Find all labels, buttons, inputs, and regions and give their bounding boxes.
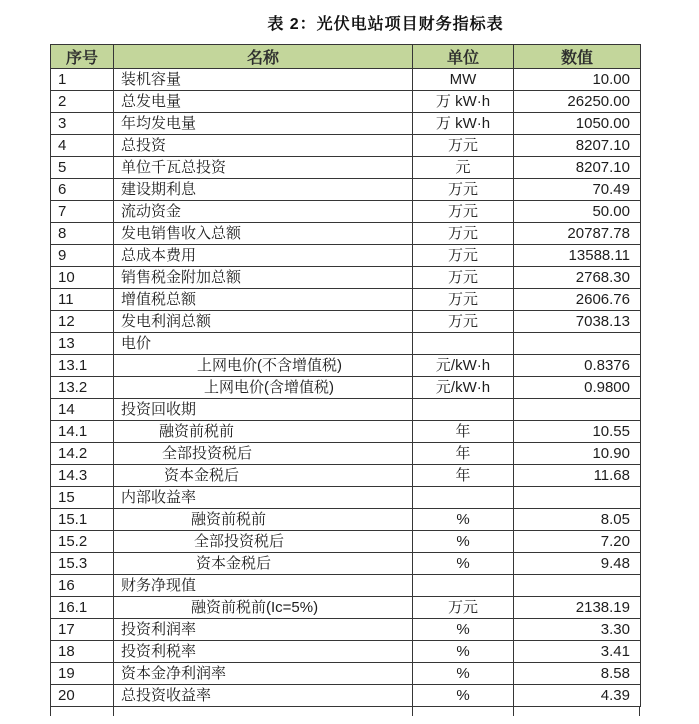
row-unit-cell: 年 xyxy=(413,443,514,465)
row-name-cell: 资本金净利润率 xyxy=(114,663,413,685)
row-value-cell: 2606.76 xyxy=(514,289,641,311)
row-no-cell: 2 xyxy=(51,91,114,113)
row-no-cell: 7 xyxy=(51,201,114,223)
row-name-cell: 流动资金 xyxy=(114,201,413,223)
row-name-cell: 上网电价(含增值税) xyxy=(114,377,413,399)
row-value-cell: 7.20 xyxy=(514,531,641,553)
row-name-cell: 总发电量 xyxy=(114,91,413,113)
row-unit-cell: % xyxy=(413,685,514,707)
table-row xyxy=(51,91,641,113)
row-value-cell xyxy=(514,575,641,597)
row-unit-cell: 万元 xyxy=(413,179,514,201)
row-name-cell: 全部投资税后 xyxy=(114,443,413,465)
row-value-cell: 8207.10 xyxy=(514,157,641,179)
row-no-cell: 15.1 xyxy=(51,509,114,531)
table-row xyxy=(51,553,641,575)
row-unit-cell: 万元 xyxy=(413,245,514,267)
table-row xyxy=(51,223,641,245)
row-value-cell: 7038.13 xyxy=(514,311,641,333)
table-row xyxy=(51,399,641,421)
row-unit-cell xyxy=(413,333,514,355)
table-row xyxy=(51,377,641,399)
row-no-cell: 13.1 xyxy=(51,355,114,377)
row-unit-cell: % xyxy=(413,531,514,553)
row-no-cell: 12 xyxy=(51,311,114,333)
row-no-cell: 17 xyxy=(51,619,114,641)
row-no-cell: 16 xyxy=(51,575,114,597)
row-name-cell: 发电销售收入总额 xyxy=(114,223,413,245)
row-name-cell: 总投资收益率 xyxy=(114,685,413,707)
row-value-cell: 20787.78 xyxy=(514,223,641,245)
row-no-cell: 13 xyxy=(51,333,114,355)
row-no-cell: 14 xyxy=(51,399,114,421)
row-unit-cell: % xyxy=(413,641,514,663)
row-name-cell: 装机容量 xyxy=(114,69,413,91)
row-value-cell: 10.00 xyxy=(514,69,641,91)
table-row xyxy=(51,487,641,509)
row-unit-cell: % xyxy=(413,619,514,641)
row-value-cell: 2768.30 xyxy=(514,267,641,289)
row-unit-cell: 年 xyxy=(413,465,514,487)
header-value: 数值 xyxy=(514,45,641,69)
table-body xyxy=(51,69,641,707)
row-no-cell: 8 xyxy=(51,223,114,245)
table-gridline-stub xyxy=(113,707,114,716)
table-row xyxy=(51,157,641,179)
row-name-cell: 投资利税率 xyxy=(114,641,413,663)
row-unit-cell: 万元 xyxy=(413,223,514,245)
row-unit-cell: 万元 xyxy=(413,135,514,157)
table-row xyxy=(51,267,641,289)
row-value-cell xyxy=(514,333,641,355)
row-name-cell: 销售税金附加总额 xyxy=(114,267,413,289)
row-unit-cell: 万元 xyxy=(413,311,514,333)
row-value-cell: 11.68 xyxy=(514,465,641,487)
row-name-cell: 总成本费用 xyxy=(114,245,413,267)
row-unit-cell: 元/kW·h xyxy=(413,377,514,399)
row-unit-cell xyxy=(413,487,514,509)
row-name-cell: 融资前税前 xyxy=(114,421,413,443)
row-no-cell: 5 xyxy=(51,157,114,179)
row-name-cell: 电价 xyxy=(114,333,413,355)
row-name-cell: 全部投资税后 xyxy=(114,531,413,553)
table-row xyxy=(51,69,641,91)
row-name-cell: 年均发电量 xyxy=(114,113,413,135)
row-name-cell: 资本金税后 xyxy=(114,553,413,575)
table-gridline-stub xyxy=(412,707,413,716)
row-name-cell: 发电利润总额 xyxy=(114,311,413,333)
row-name-cell: 单位千瓦总投资 xyxy=(114,157,413,179)
row-no-cell: 14.2 xyxy=(51,443,114,465)
row-unit-cell: 万元 xyxy=(413,289,514,311)
row-no-cell: 15.3 xyxy=(51,553,114,575)
table-row xyxy=(51,531,641,553)
row-value-cell: 8.05 xyxy=(514,509,641,531)
row-unit-cell: 万元 xyxy=(413,267,514,289)
row-no-cell: 15.2 xyxy=(51,531,114,553)
row-unit-cell: % xyxy=(413,553,514,575)
row-no-cell: 19 xyxy=(51,663,114,685)
table-row xyxy=(51,245,641,267)
row-no-cell: 3 xyxy=(51,113,114,135)
table-row xyxy=(51,201,641,223)
table-row xyxy=(51,333,641,355)
table-row xyxy=(51,355,641,377)
row-unit-cell: % xyxy=(413,509,514,531)
clipped-next-row xyxy=(50,707,640,716)
row-no-cell: 1 xyxy=(51,69,114,91)
row-value-cell: 26250.00 xyxy=(514,91,641,113)
table-row xyxy=(51,509,641,531)
table-gridline-stub xyxy=(50,707,51,716)
row-unit-cell: 万 kW·h xyxy=(413,113,514,135)
table-row xyxy=(51,663,641,685)
row-no-cell: 6 xyxy=(51,179,114,201)
financial-indicators-table xyxy=(50,44,641,707)
row-name-cell: 资本金税后 xyxy=(114,465,413,487)
row-no-cell: 4 xyxy=(51,135,114,157)
table-row xyxy=(51,641,641,663)
row-value-cell: 3.41 xyxy=(514,641,641,663)
row-unit-cell: MW xyxy=(413,69,514,91)
row-name-cell: 财务净现值 xyxy=(114,575,413,597)
header-unit: 单位 xyxy=(413,45,514,69)
table-row xyxy=(51,619,641,641)
row-value-cell: 1050.00 xyxy=(514,113,641,135)
row-no-cell: 15 xyxy=(51,487,114,509)
row-no-cell: 14.3 xyxy=(51,465,114,487)
table-row xyxy=(51,575,641,597)
table-row xyxy=(51,179,641,201)
table-row xyxy=(51,135,641,157)
table-title: 表 2：光伏电站项目财务指标表 xyxy=(267,16,504,33)
row-value-cell: 10.90 xyxy=(514,443,641,465)
row-value-cell xyxy=(514,399,641,421)
row-unit-cell xyxy=(413,575,514,597)
row-name-cell: 上网电价(不含增值税) xyxy=(114,355,413,377)
row-value-cell xyxy=(514,487,641,509)
row-unit-cell: 年 xyxy=(413,421,514,443)
row-value-cell: 50.00 xyxy=(514,201,641,223)
row-value-cell: 8.58 xyxy=(514,663,641,685)
row-unit-cell xyxy=(413,399,514,421)
row-name-cell: 融资前税前 xyxy=(114,509,413,531)
row-unit-cell: 元 xyxy=(413,157,514,179)
row-unit-cell: 万元 xyxy=(413,597,514,619)
row-no-cell: 18 xyxy=(51,641,114,663)
table-row xyxy=(51,289,641,311)
row-name-cell: 投资利润率 xyxy=(114,619,413,641)
table-row xyxy=(51,421,641,443)
table-row xyxy=(51,685,641,707)
table-row xyxy=(51,465,641,487)
table-row xyxy=(51,597,641,619)
row-no-cell: 9 xyxy=(51,245,114,267)
row-no-cell: 20 xyxy=(51,685,114,707)
row-value-cell: 70.49 xyxy=(514,179,641,201)
row-unit-cell: 万 kW·h xyxy=(413,91,514,113)
header-name: 名称 xyxy=(114,45,413,69)
row-name-cell: 总投资 xyxy=(114,135,413,157)
row-value-cell: 10.55 xyxy=(514,421,641,443)
row-value-cell: 2138.19 xyxy=(514,597,641,619)
row-unit-cell: 元/kW·h xyxy=(413,355,514,377)
row-value-cell: 4.39 xyxy=(514,685,641,707)
row-unit-cell: 万元 xyxy=(413,201,514,223)
row-name-cell: 融资前税前(Ic=5%) xyxy=(114,597,413,619)
row-name-cell: 内部收益率 xyxy=(114,487,413,509)
row-value-cell: 0.8376 xyxy=(514,355,641,377)
row-no-cell: 14.1 xyxy=(51,421,114,443)
row-value-cell: 8207.10 xyxy=(514,135,641,157)
row-value-cell: 3.30 xyxy=(514,619,641,641)
row-value-cell: 13588.11 xyxy=(514,245,641,267)
table-gridline-stub xyxy=(513,707,514,716)
table-row xyxy=(51,311,641,333)
table-header-row xyxy=(51,45,641,69)
row-name-cell: 建设期利息 xyxy=(114,179,413,201)
row-value-cell: 0.9800 xyxy=(514,377,641,399)
table-row xyxy=(51,113,641,135)
row-name-cell: 投资回收期 xyxy=(114,399,413,421)
header-no: 序号 xyxy=(51,45,114,69)
table-row xyxy=(51,443,641,465)
table-gridline-stub xyxy=(639,707,640,716)
row-no-cell: 10 xyxy=(51,267,114,289)
row-name-cell: 增值税总额 xyxy=(114,289,413,311)
row-no-cell: 11 xyxy=(51,289,114,311)
row-no-cell: 16.1 xyxy=(51,597,114,619)
row-unit-cell: % xyxy=(413,663,514,685)
row-value-cell: 9.48 xyxy=(514,553,641,575)
row-no-cell: 13.2 xyxy=(51,377,114,399)
